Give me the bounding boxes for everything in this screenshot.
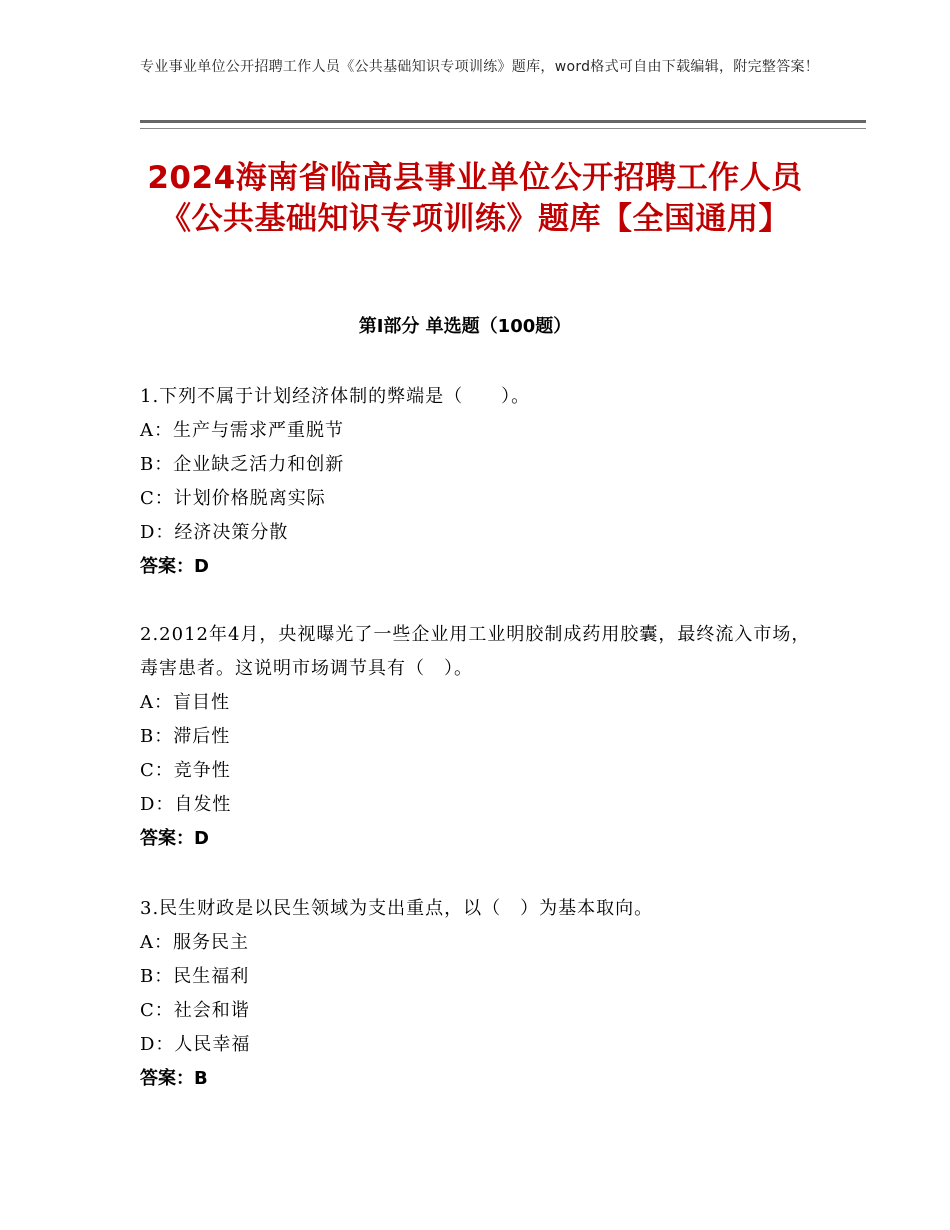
- question-1: [140, 380, 820, 584]
- question-stem: 3.民生财政是以民生领域为支出重点，以（ ）为基本取向。: [140, 898, 654, 919]
- answer: 答案：D: [140, 556, 209, 577]
- option-d: D：自发性: [140, 794, 232, 815]
- header-divider: [140, 120, 866, 129]
- option-a: A：盲目性: [140, 692, 230, 713]
- question-stem: 1.下列不属于计划经济体制的弊端是（ ）。: [140, 386, 531, 407]
- question-2: [140, 618, 820, 856]
- option-c: C：社会和谐: [140, 1000, 250, 1021]
- option-c: C：竞争性: [140, 760, 231, 781]
- question-stem: 2.2012年4月，央视曝光了一些企业用工业明胶制成药用胶囊，最终流入市场，毒害患者。这说明市场调节具有（ ）。: [140, 624, 811, 679]
- answer: 答案：B: [140, 1068, 208, 1089]
- question-3: [140, 892, 820, 1096]
- option-b: B：企业缺乏活力和创新: [140, 454, 345, 475]
- answer: 答案：D: [140, 828, 209, 849]
- option-d: D：人民幸福: [140, 1034, 251, 1055]
- option-c: C：计划价格脱离实际: [140, 488, 326, 509]
- section-heading: 第Ⅰ部分 单选题（100题）: [358, 316, 572, 337]
- document-title: 2024海南省临高县事业单位公开招聘工作人员《公共基础知识专项训练》题库【全国通用】: [147, 160, 803, 237]
- option-b: B：民生福利: [140, 966, 250, 987]
- option-a: A：服务民主: [140, 932, 249, 953]
- header-note: 专业事业单位公开招聘工作人员《公共基础知识专项训练》题库，word格式可自由下载编辑，附完整答案！: [140, 59, 820, 75]
- option-a: A：生产与需求严重脱节: [140, 420, 344, 441]
- option-b: B：滞后性: [140, 726, 231, 747]
- option-d: D：经济决策分散: [140, 522, 289, 543]
